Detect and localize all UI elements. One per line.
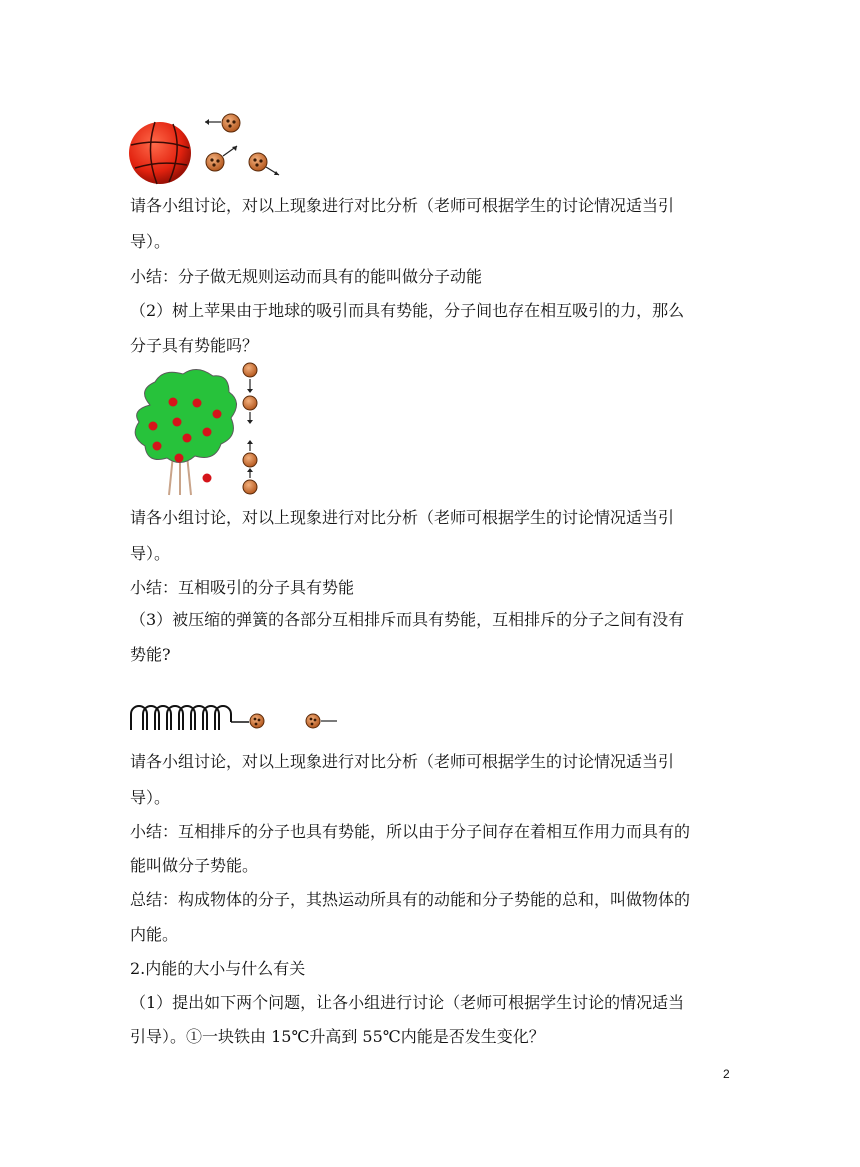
paragraph-line: 请各小组讨论，对以上现象进行对比分析（老师可根据学生的讨论情况适当引	[130, 196, 675, 215]
paragraph-line: 小结：互相吸引的分子具有势能	[130, 578, 355, 597]
apple-tree-icon	[135, 369, 236, 495]
molecule-icon	[205, 114, 240, 132]
paragraph-line: 总结：构成物体的分子，其热运动所具有的动能和分子势能的总和，叫做物体的	[130, 890, 691, 909]
molecule-icon	[249, 153, 279, 175]
paragraph-line: 导）。	[130, 544, 171, 563]
paragraph-line: 势能?	[130, 645, 171, 664]
paragraph-line: 导）。	[130, 788, 171, 807]
paragraph-line: 小结：分子做无规则运动而具有的能叫做分子动能	[130, 267, 483, 286]
paragraph-line: 请各小组讨论，对以上现象进行对比分析（老师可根据学生的讨论情况适当引	[130, 752, 675, 771]
paragraph-line: 内能。	[130, 925, 179, 944]
molecule-icon	[243, 468, 257, 494]
apple-tree-molecules-figure	[125, 360, 275, 500]
paragraph-line: （3）被压缩的弹簧的各部分互相排斥而具有势能，互相排斥的分子之间有没有	[130, 610, 685, 629]
molecule-icon	[250, 714, 264, 728]
page-number: 2	[723, 1067, 730, 1081]
paragraph-line: 引导）。①一块铁由 15℃升高到 55℃内能是否发生变化？	[130, 1027, 545, 1046]
molecule-icon	[206, 146, 237, 171]
spring-molecules-figure	[125, 700, 345, 740]
molecule-icon	[243, 440, 257, 467]
paragraph-line: 能叫做分子势能。	[130, 856, 259, 875]
molecule-icon	[243, 363, 257, 393]
basketball-molecules-figure	[125, 110, 285, 190]
paragraph-line: 分子具有势能吗？	[130, 336, 259, 355]
basketball-icon	[129, 122, 191, 184]
paragraph-line: 导）。	[130, 232, 171, 251]
spring-icon	[131, 706, 249, 730]
paragraph-line: 小结：互相排斥的分子也具有势能，所以由于分子间存在着相互作用力而具有的	[130, 822, 691, 841]
paragraph-line: 请各小组讨论，对以上现象进行对比分析（老师可根据学生的讨论情况适当引	[130, 508, 675, 527]
paragraph-line: （1）提出如下两个问题，让各小组进行讨论（老师可根据学生讨论的情况适当	[130, 993, 685, 1012]
molecule-icon	[306, 714, 337, 728]
molecule-icon	[243, 396, 257, 424]
paragraph-line: （2）树上苹果由于地球的吸引而具有势能，分子间也存在相互吸引的力，那么	[130, 301, 685, 320]
section-heading: 2.内能的大小与什么有关	[130, 959, 306, 978]
